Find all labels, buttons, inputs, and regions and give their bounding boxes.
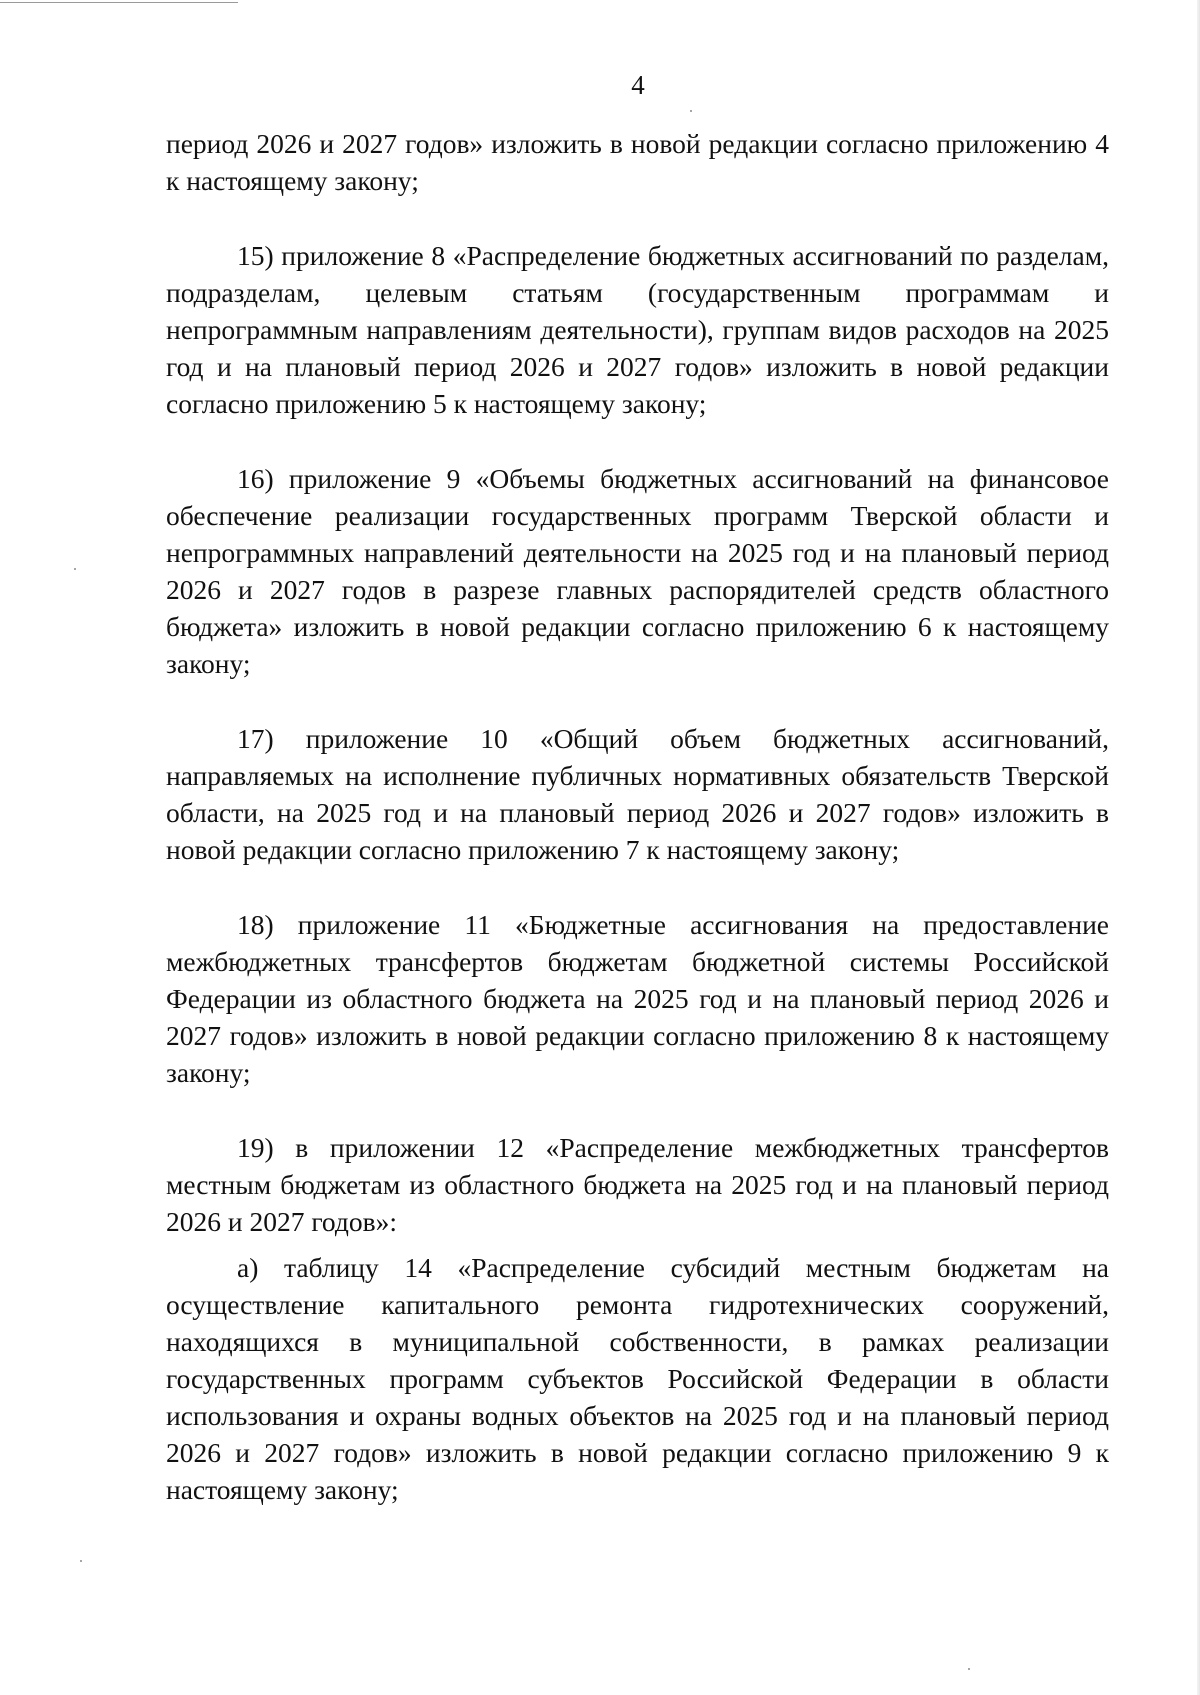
scan-artifact-dot <box>690 110 692 112</box>
scan-artifact-dot <box>74 568 76 570</box>
paragraph-item-19a: а) таблицу 14 «Распределение субсидий местным бюджетам на осуществление капитального ремонта гидротехнических сооружений, находящихся в муниципальной собственности, в рамках реализации государственных программ субъектов Российской Федерации в области использования и охраны водных объектов на 2025 год и на плановый период 2026 и 2027 годов» изложить в новой редакции согласно приложению 9 к настоящему закону; <box>166 1252 1109 1505</box>
paragraph-item-19: 19) в приложении 12 «Распределение межбюджетных трансфертов местным бюджетам из областного бюджета на 2025 год и на плановый период 2026 и 2027 годов»: <box>166 1132 1109 1237</box>
scan-artifact-dot <box>80 1560 82 1562</box>
document-body <box>166 125 1109 1508</box>
paragraph-continuation: период 2026 и 2027 годов» изложить в новой редакции согласно приложению 4 к настоящему закону; <box>166 128 1109 196</box>
paragraph-item-15: 15) приложение 8 «Распределение бюджетных ассигнований по разделам, подразделам, целевым статьям (государственным программам и непрограммным направлениям деятельности), группам видов расходов на 2025 год и на плановый период 2026 и 2027 годов» изложить в новой редакции согласно приложению 5 к настоящему закону; <box>166 240 1109 419</box>
paragraph-item-18: 18) приложение 11 «Бюджетные ассигнования на предоставление межбюджетных трансфертов бюджетам бюджетной системы Российской Федерации из областного бюджета на 2025 год и на плановый период 2026 и 2027 годов» изложить в новой редакции согласно приложению 8 к настоящему закону; <box>166 909 1109 1088</box>
scan-artifact-dot <box>968 1668 970 1670</box>
scan-artifact-line <box>0 2 238 3</box>
paragraph-item-16: 16) приложение 9 «Объемы бюджетных ассигнований на финансовое обеспечение реализации государственных программ Тверской области и непрограммных направлений деятельности на 2025 год и на плановый период 2026 и 2027 годов в разрезе главных распорядителей средств областного бюджета» изложить в новой редакции согласно приложению 6 к настоящему закону; <box>166 463 1109 679</box>
page-number: 4 <box>631 70 645 100</box>
paragraph-item-17: 17) приложение 10 «Общий объем бюджетных ассигнований, направляемых на исполнение публичных нормативных обязательств Тверской области, на 2025 год и на плановый период 2026 и 2027 годов» изложить в новой редакции согласно приложению 7 к настоящему закону; <box>166 723 1109 865</box>
